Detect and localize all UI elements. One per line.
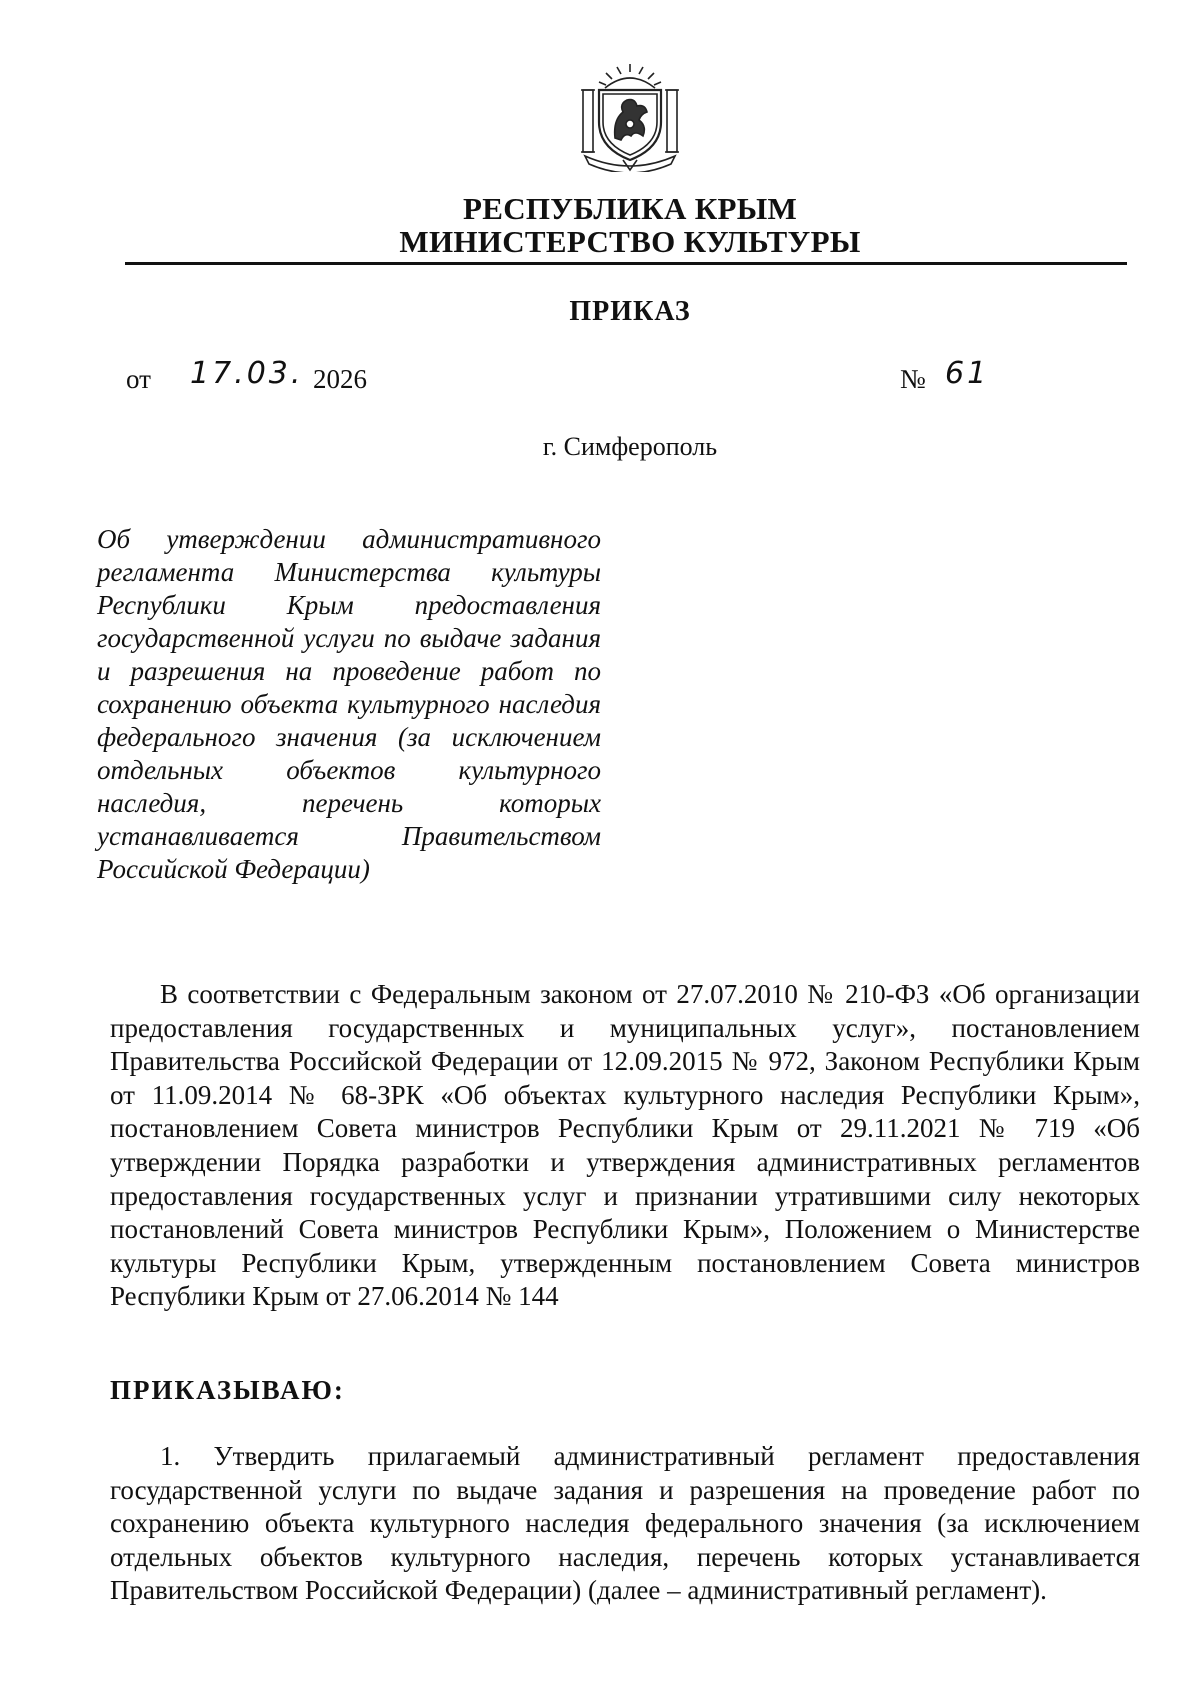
- ministry-title: МИНИСТЕРСТВО КУЛЬТУРЫ: [399, 224, 861, 259]
- order-word: ПРИКАЗЫВАЮ:: [110, 1375, 345, 1405]
- handwritten-date: 17.03.: [190, 356, 304, 391]
- order-item: 1. Утвердить прилагаемый административный регламент предоставления государственной услуги по выдаче задания и разрешения на проведение работ по сохранению объекта культурного наследия федерального значения (за исключением отдельных объектов культурного наследия, перечень которых устанавливается Правительством Российской Федерации) (далее – административный регламент).: [110, 1441, 1140, 1606]
- number-prefix: №: [900, 364, 926, 394]
- header-divider: [125, 262, 1127, 265]
- handwritten-number: 61: [945, 356, 990, 391]
- date-prefix: от: [126, 364, 151, 394]
- city: г. Симферополь: [542, 432, 718, 461]
- preamble-paragraph: В соответствии с Федеральным законом от 27.07.2010 № 210-ФЗ «Об организации предоставления государственных и муниципальных услуг», постановлением Правительства Российской Федерации от 12.09.2015 № 972, Законом Республики Крым от 11.09.2014 № 68-ЗРК «Об объектах культурного наследия Республики Крым», постановлением Совета министров Республики Крым от 29.11.2021 № 719 «Об утверждении Порядка разработки и утверждения административных регламентов предоставления государственных услуг и признании утратившими силу некоторых постановлений Совета министров Республики Крым», Положением о Министерстве культуры Республики Крым, утвержденным постановлением Совета министров Республики Крым от 27.06.2014 № 144: [110, 979, 1140, 1312]
- document-type: ПРИКАЗ: [569, 296, 691, 327]
- document-subject: Об утверждении административного регламента Министерства культуры Республики Крым предоставления государственной услуги по выдаче задания и разрешения на проведение работ по сохранению объекта культурного наследия федерального значения (за исключением отдельных объектов культурного наследия, перечень которых устанавливается Правительством Российской Федерации): [97, 524, 601, 884]
- crimea-coat-of-arms-icon: [575, 60, 685, 172]
- document-year: 2026: [313, 364, 367, 394]
- region-title: РЕСПУБЛИКА КРЫМ: [462, 191, 798, 226]
